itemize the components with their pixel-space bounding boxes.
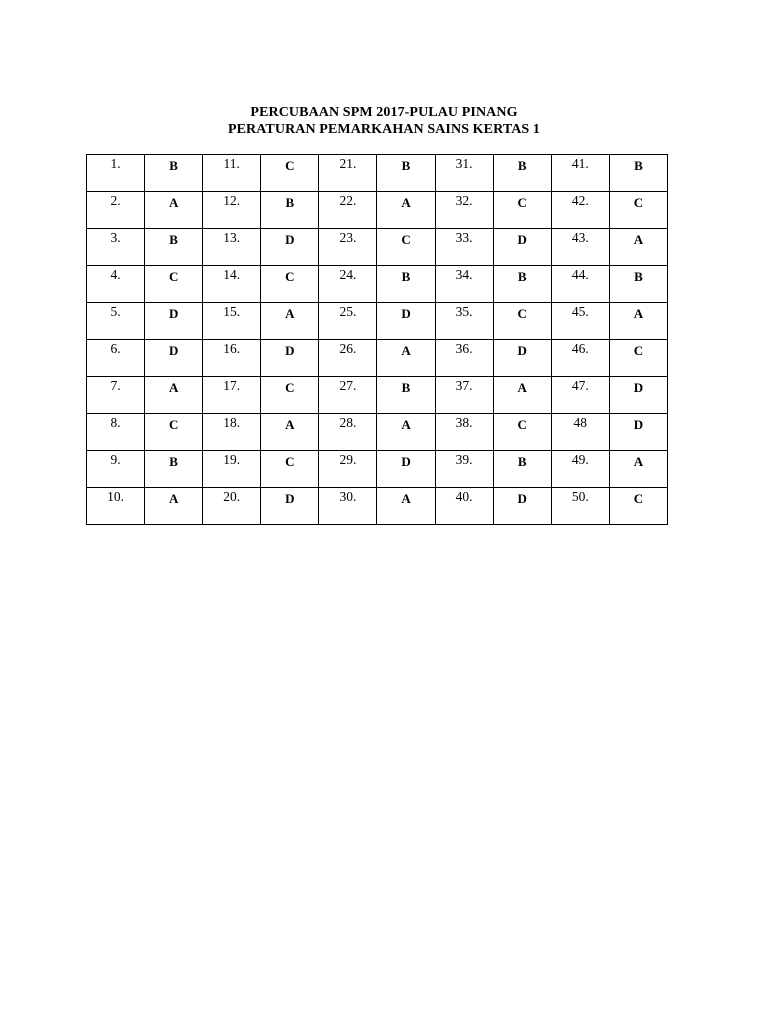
document-subtitle: PERATURAN PEMARKAHAN SAINS KERTAS 1	[227, 122, 541, 137]
answer-table	[86, 154, 668, 525]
answer-letter: C	[261, 266, 319, 303]
question-number: 21.	[319, 155, 377, 192]
question-number: 1.	[87, 155, 145, 192]
answer-letter: C	[145, 266, 203, 303]
answer-letter: A	[145, 488, 203, 525]
question-number: 39.	[435, 451, 493, 488]
answer-letter: A	[609, 451, 667, 488]
answer-letter: B	[493, 451, 551, 488]
question-number: 38.	[435, 414, 493, 451]
answer-letter: D	[145, 303, 203, 340]
answer-letter: B	[609, 155, 667, 192]
answer-letter: B	[377, 377, 435, 414]
answer-letter: D	[493, 229, 551, 266]
question-number: 35.	[435, 303, 493, 340]
question-number: 36.	[435, 340, 493, 377]
answer-letter: D	[377, 451, 435, 488]
answer-letter: B	[493, 266, 551, 303]
table-row	[87, 340, 668, 377]
answer-letter: A	[377, 414, 435, 451]
question-number: 50.	[551, 488, 609, 525]
document-header	[0, 104, 768, 138]
table-row	[87, 303, 668, 340]
answer-letter: B	[377, 155, 435, 192]
question-number: 43.	[551, 229, 609, 266]
answer-letter: D	[609, 377, 667, 414]
answer-letter: D	[261, 488, 319, 525]
answer-letter: A	[261, 414, 319, 451]
question-number: 4.	[87, 266, 145, 303]
question-number: 30.	[319, 488, 377, 525]
table-row	[87, 488, 668, 525]
question-number: 9.	[87, 451, 145, 488]
question-number: 28.	[319, 414, 377, 451]
question-number: 15.	[203, 303, 261, 340]
answer-letter: D	[261, 229, 319, 266]
question-number: 42.	[551, 192, 609, 229]
question-number: 16.	[203, 340, 261, 377]
question-number: 12.	[203, 192, 261, 229]
question-number: 44.	[551, 266, 609, 303]
question-number: 33.	[435, 229, 493, 266]
answer-letter: A	[493, 377, 551, 414]
question-number: 8.	[87, 414, 145, 451]
answer-letter: B	[377, 266, 435, 303]
answer-letter: C	[609, 488, 667, 525]
question-number: 10.	[87, 488, 145, 525]
question-number: 23.	[319, 229, 377, 266]
answer-letter: D	[261, 340, 319, 377]
question-number: 25.	[319, 303, 377, 340]
answer-letter: B	[609, 266, 667, 303]
question-number: 7.	[87, 377, 145, 414]
question-number: 18.	[203, 414, 261, 451]
answer-letter: B	[145, 229, 203, 266]
answer-letter: C	[261, 451, 319, 488]
answer-letter: C	[609, 192, 667, 229]
question-number: 17.	[203, 377, 261, 414]
question-number: 26.	[319, 340, 377, 377]
answer-letter: B	[493, 155, 551, 192]
answer-letter: A	[145, 192, 203, 229]
answer-letter: A	[145, 377, 203, 414]
answer-letter: C	[493, 414, 551, 451]
answer-letter: A	[377, 488, 435, 525]
answer-letter: C	[493, 192, 551, 229]
question-number: 5.	[87, 303, 145, 340]
answer-letter: D	[609, 414, 667, 451]
question-number: 41.	[551, 155, 609, 192]
question-number: 19.	[203, 451, 261, 488]
table-row	[87, 192, 668, 229]
question-number: 11.	[203, 155, 261, 192]
question-number: 45.	[551, 303, 609, 340]
answer-letter: A	[377, 340, 435, 377]
table-row	[87, 377, 668, 414]
question-number: 40.	[435, 488, 493, 525]
question-number: 20.	[203, 488, 261, 525]
answer-letter: C	[145, 414, 203, 451]
answer-letter: B	[261, 192, 319, 229]
question-number: 24.	[319, 266, 377, 303]
question-number: 49.	[551, 451, 609, 488]
answer-letter: D	[493, 488, 551, 525]
question-number: 37.	[435, 377, 493, 414]
answer-letter: C	[261, 377, 319, 414]
table-row	[87, 266, 668, 303]
answer-letter: D	[493, 340, 551, 377]
question-number: 6.	[87, 340, 145, 377]
answer-table-body	[87, 155, 668, 525]
answer-letter: B	[145, 451, 203, 488]
answer-letter: D	[377, 303, 435, 340]
question-number: 34.	[435, 266, 493, 303]
question-number: 2.	[87, 192, 145, 229]
question-number: 31.	[435, 155, 493, 192]
answer-letter: D	[145, 340, 203, 377]
question-number: 13.	[203, 229, 261, 266]
answer-letter: B	[145, 155, 203, 192]
answer-letter: C	[493, 303, 551, 340]
question-number: 14.	[203, 266, 261, 303]
question-number: 29.	[319, 451, 377, 488]
answer-letter: C	[377, 229, 435, 266]
document-title: PERCUBAAN SPM 2017-PULAU PINANG	[250, 105, 518, 120]
question-number: 22.	[319, 192, 377, 229]
answer-letter: C	[261, 155, 319, 192]
answer-letter: A	[377, 192, 435, 229]
table-row	[87, 414, 668, 451]
question-number: 27.	[319, 377, 377, 414]
question-number: 47.	[551, 377, 609, 414]
table-row	[87, 155, 668, 192]
answer-letter: C	[609, 340, 667, 377]
table-row	[87, 229, 668, 266]
answer-letter: A	[261, 303, 319, 340]
answer-letter: A	[609, 229, 667, 266]
table-row	[87, 451, 668, 488]
question-number: 46.	[551, 340, 609, 377]
answer-letter: A	[609, 303, 667, 340]
question-number: 32.	[435, 192, 493, 229]
question-number: 48	[551, 414, 609, 451]
question-number: 3.	[87, 229, 145, 266]
